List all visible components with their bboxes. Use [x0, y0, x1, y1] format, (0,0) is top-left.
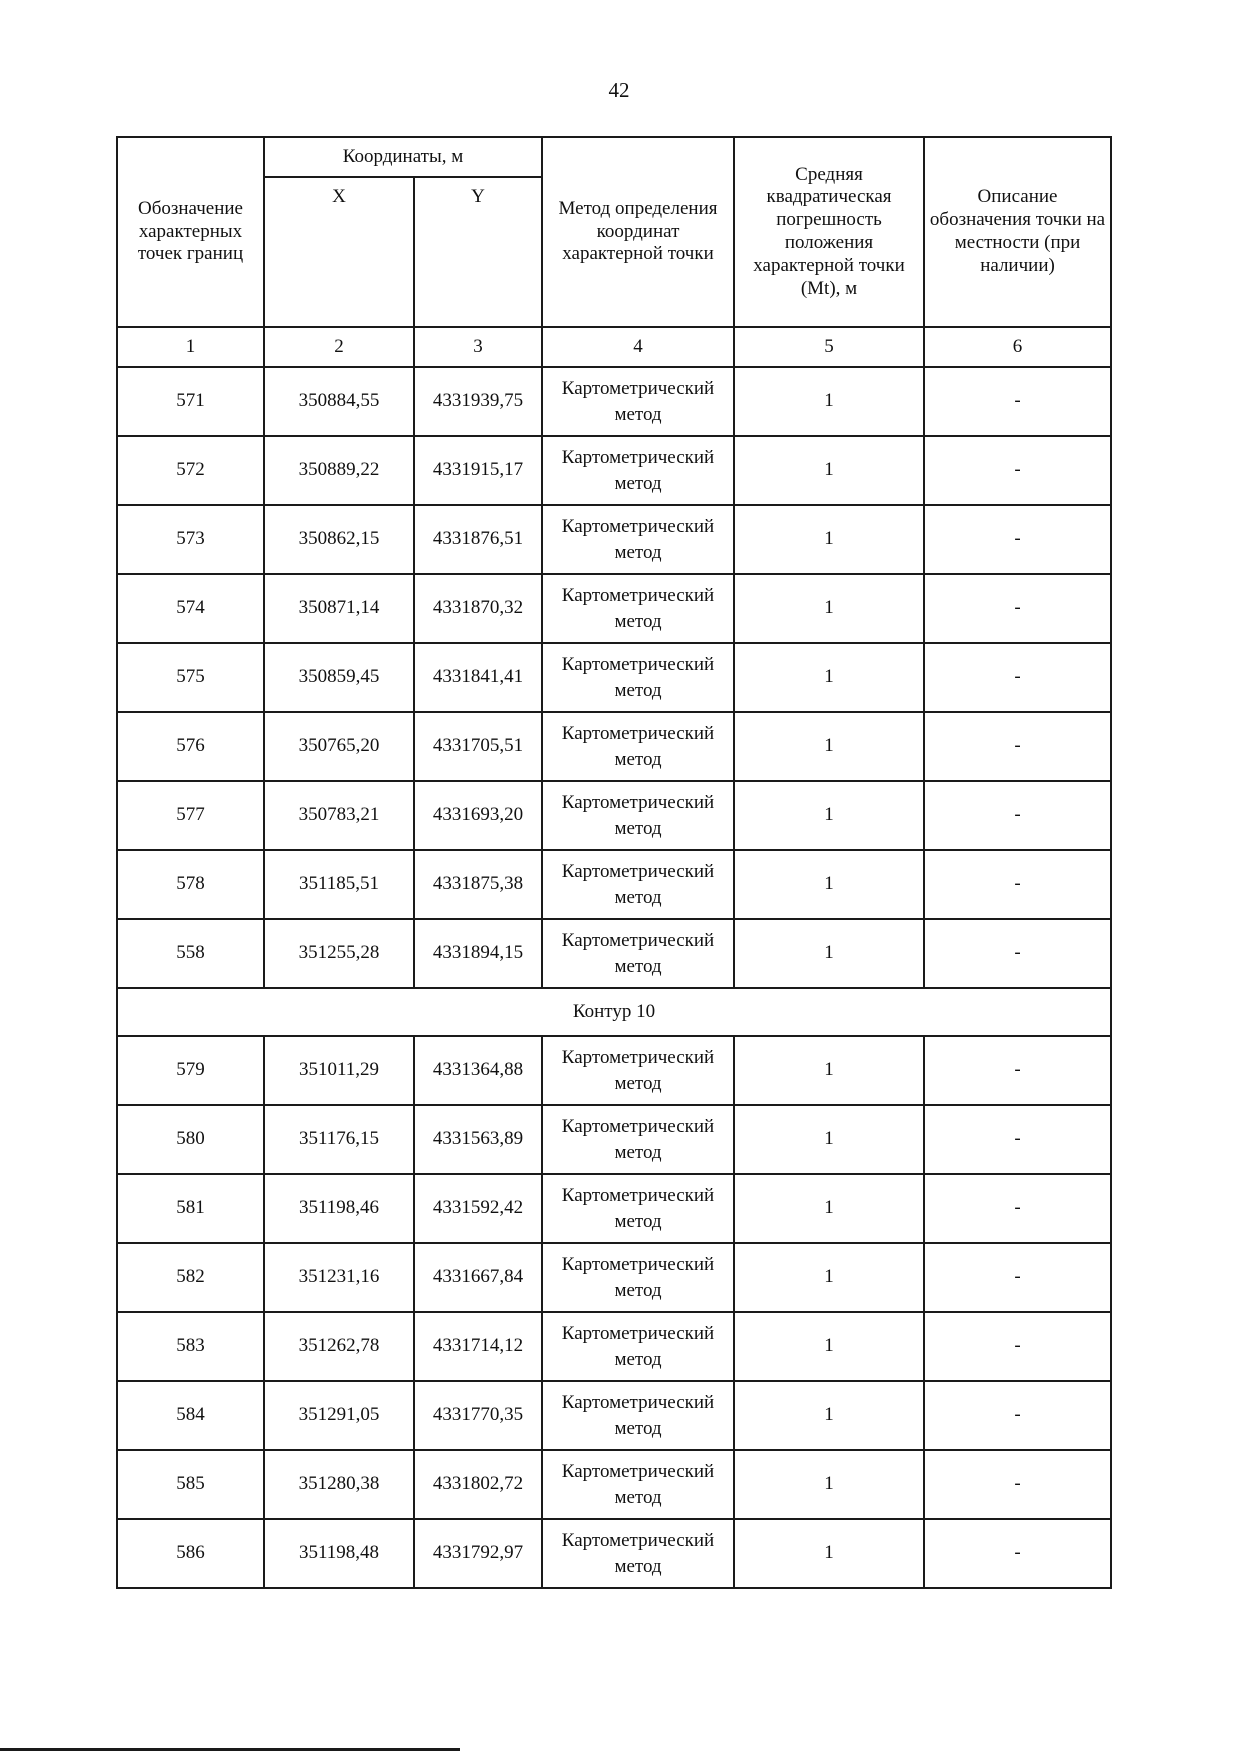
table-row — [117, 919, 1111, 988]
cell-error: 1 — [734, 1036, 924, 1105]
cell-coord-y: 4331364,88 — [414, 1036, 542, 1105]
table-row — [117, 1312, 1111, 1381]
cell-coord-x: 350862,15 — [264, 505, 414, 574]
cell-error: 1 — [734, 1312, 924, 1381]
cell-coord-y: 4331915,17 — [414, 436, 542, 505]
cell-error: 1 — [734, 850, 924, 919]
cell-error: 1 — [734, 505, 924, 574]
table-row — [117, 1243, 1111, 1312]
table-row — [117, 1036, 1111, 1105]
cell-point-id: 558 — [117, 919, 264, 988]
cell-method: Картометрический метод — [542, 712, 734, 781]
cell-coord-y: 4331894,15 — [414, 919, 542, 988]
table-row — [117, 367, 1111, 436]
cell-coord-y: 4331705,51 — [414, 712, 542, 781]
table-row — [117, 505, 1111, 574]
column-number: 2 — [264, 327, 414, 367]
table-row — [117, 574, 1111, 643]
cell-description: - — [924, 919, 1111, 988]
cell-coord-y: 4331792,97 — [414, 1519, 542, 1588]
cell-description: - — [924, 1105, 1111, 1174]
cell-point-id: 574 — [117, 574, 264, 643]
cell-coord-x: 350765,20 — [264, 712, 414, 781]
cell-method: Картометрический метод — [542, 1450, 734, 1519]
cell-coord-x: 350859,45 — [264, 643, 414, 712]
cell-method: Картометрический метод — [542, 1381, 734, 1450]
cell-error: 1 — [734, 919, 924, 988]
cell-method: Картометрический метод — [542, 1312, 734, 1381]
cell-point-id: 578 — [117, 850, 264, 919]
cell-coord-x: 351176,15 — [264, 1105, 414, 1174]
column-number: 4 — [542, 327, 734, 367]
cell-coord-y: 4331841,41 — [414, 643, 542, 712]
cell-coord-x: 351280,38 — [264, 1450, 414, 1519]
column-number: 1 — [117, 327, 264, 367]
cell-description: - — [924, 505, 1111, 574]
cell-error: 1 — [734, 712, 924, 781]
cell-error: 1 — [734, 1450, 924, 1519]
table-row — [117, 1105, 1111, 1174]
cell-coord-y: 4331802,72 — [414, 1450, 542, 1519]
cell-coord-y: 4331939,75 — [414, 367, 542, 436]
cell-method: Картометрический метод — [542, 919, 734, 988]
cell-point-id: 576 — [117, 712, 264, 781]
header-method: Метод определения координат характерной точки — [542, 137, 734, 327]
cell-error: 1 — [734, 367, 924, 436]
cell-error: 1 — [734, 1105, 924, 1174]
table-body-contour-9 — [117, 367, 1111, 988]
cell-coord-y: 4331714,12 — [414, 1312, 542, 1381]
cell-method: Картометрический метод — [542, 1105, 734, 1174]
cell-description: - — [924, 1036, 1111, 1105]
cell-description: - — [924, 712, 1111, 781]
cell-point-id: 572 — [117, 436, 264, 505]
table-row — [117, 1519, 1111, 1588]
coordinates-table — [116, 136, 1112, 1589]
cell-method: Картометрический метод — [542, 781, 734, 850]
cell-coord-y: 4331592,42 — [414, 1174, 542, 1243]
table-row — [117, 712, 1111, 781]
cell-description: - — [924, 781, 1111, 850]
cell-coord-x: 350783,21 — [264, 781, 414, 850]
cell-error: 1 — [734, 574, 924, 643]
cell-coord-x: 351011,29 — [264, 1036, 414, 1105]
header-y: Y — [414, 177, 542, 327]
cell-method: Картометрический метод — [542, 436, 734, 505]
cell-coord-x: 351255,28 — [264, 919, 414, 988]
cell-description: - — [924, 643, 1111, 712]
cell-description: - — [924, 1174, 1111, 1243]
cell-coord-y: 4331563,89 — [414, 1105, 542, 1174]
table-row — [117, 1174, 1111, 1243]
cell-description: - — [924, 1450, 1111, 1519]
cell-description: - — [924, 1519, 1111, 1588]
column-number: 6 — [924, 327, 1111, 367]
cell-point-id: 573 — [117, 505, 264, 574]
table-row — [117, 1381, 1111, 1450]
cell-coord-x: 351262,78 — [264, 1312, 414, 1381]
table-row — [117, 1450, 1111, 1519]
cell-method: Картометрический метод — [542, 643, 734, 712]
header-x: X — [264, 177, 414, 327]
cell-coord-x: 351198,48 — [264, 1519, 414, 1588]
cell-description: - — [924, 1312, 1111, 1381]
cell-error: 1 — [734, 1174, 924, 1243]
cell-point-id: 581 — [117, 1174, 264, 1243]
header-coordinates: Координаты, м — [264, 137, 542, 177]
cell-description: - — [924, 1243, 1111, 1312]
cell-method: Картометрический метод — [542, 1174, 734, 1243]
table-row — [117, 850, 1111, 919]
table-row — [117, 436, 1111, 505]
cell-coord-y: 4331770,35 — [414, 1381, 542, 1450]
cell-coord-x: 351291,05 — [264, 1381, 414, 1450]
cell-method: Картометрический метод — [542, 850, 734, 919]
cell-point-id: 571 — [117, 367, 264, 436]
cell-method: Картометрический метод — [542, 1036, 734, 1105]
contour-label: Контур 10 — [117, 988, 1111, 1036]
cell-coord-y: 4331693,20 — [414, 781, 542, 850]
cell-error: 1 — [734, 643, 924, 712]
cell-point-id: 582 — [117, 1243, 264, 1312]
cell-point-id: 575 — [117, 643, 264, 712]
cell-method: Картометрический метод — [542, 367, 734, 436]
cell-point-id: 577 — [117, 781, 264, 850]
cell-coord-x: 351231,16 — [264, 1243, 414, 1312]
cell-method: Картометрический метод — [542, 1243, 734, 1312]
cell-coord-x: 351198,46 — [264, 1174, 414, 1243]
cell-coord-x: 350871,14 — [264, 574, 414, 643]
cell-point-id: 579 — [117, 1036, 264, 1105]
cell-description: - — [924, 850, 1111, 919]
cell-method: Картометрический метод — [542, 505, 734, 574]
cell-error: 1 — [734, 436, 924, 505]
cell-coord-y: 4331667,84 — [414, 1243, 542, 1312]
cell-description: - — [924, 574, 1111, 643]
cell-point-id: 586 — [117, 1519, 264, 1588]
cell-coord-y: 4331875,38 — [414, 850, 542, 919]
cell-point-id: 585 — [117, 1450, 264, 1519]
header-error: Средняя квадратическая погрешность положения характерной точки (Mt), м — [734, 137, 924, 327]
cell-point-id: 580 — [117, 1105, 264, 1174]
column-number: 5 — [734, 327, 924, 367]
header-point-designation: Обозначение характерных точек границ — [117, 137, 264, 327]
cell-error: 1 — [734, 1381, 924, 1450]
cell-point-id: 583 — [117, 1312, 264, 1381]
cell-coord-x: 350889,22 — [264, 436, 414, 505]
cell-error: 1 — [734, 1243, 924, 1312]
column-number: 3 — [414, 327, 542, 367]
cell-coord-x: 350884,55 — [264, 367, 414, 436]
cell-coord-y: 4331876,51 — [414, 505, 542, 574]
header-description: Описание обозначения точки на местности (при наличии) — [924, 137, 1111, 327]
cell-description: - — [924, 367, 1111, 436]
cell-coord-x: 351185,51 — [264, 850, 414, 919]
page-number: 42 — [608, 78, 630, 102]
cell-error: 1 — [734, 1519, 924, 1588]
cell-error: 1 — [734, 781, 924, 850]
cell-point-id: 584 — [117, 1381, 264, 1450]
cell-description: - — [924, 1381, 1111, 1450]
cell-method: Картометрический метод — [542, 574, 734, 643]
cell-description: - — [924, 436, 1111, 505]
table-body-contour-10 — [117, 1036, 1111, 1588]
cell-method: Картометрический метод — [542, 1519, 734, 1588]
footer-rule — [0, 1748, 460, 1751]
table-row — [117, 781, 1111, 850]
table-row — [117, 643, 1111, 712]
cell-coord-y: 4331870,32 — [414, 574, 542, 643]
